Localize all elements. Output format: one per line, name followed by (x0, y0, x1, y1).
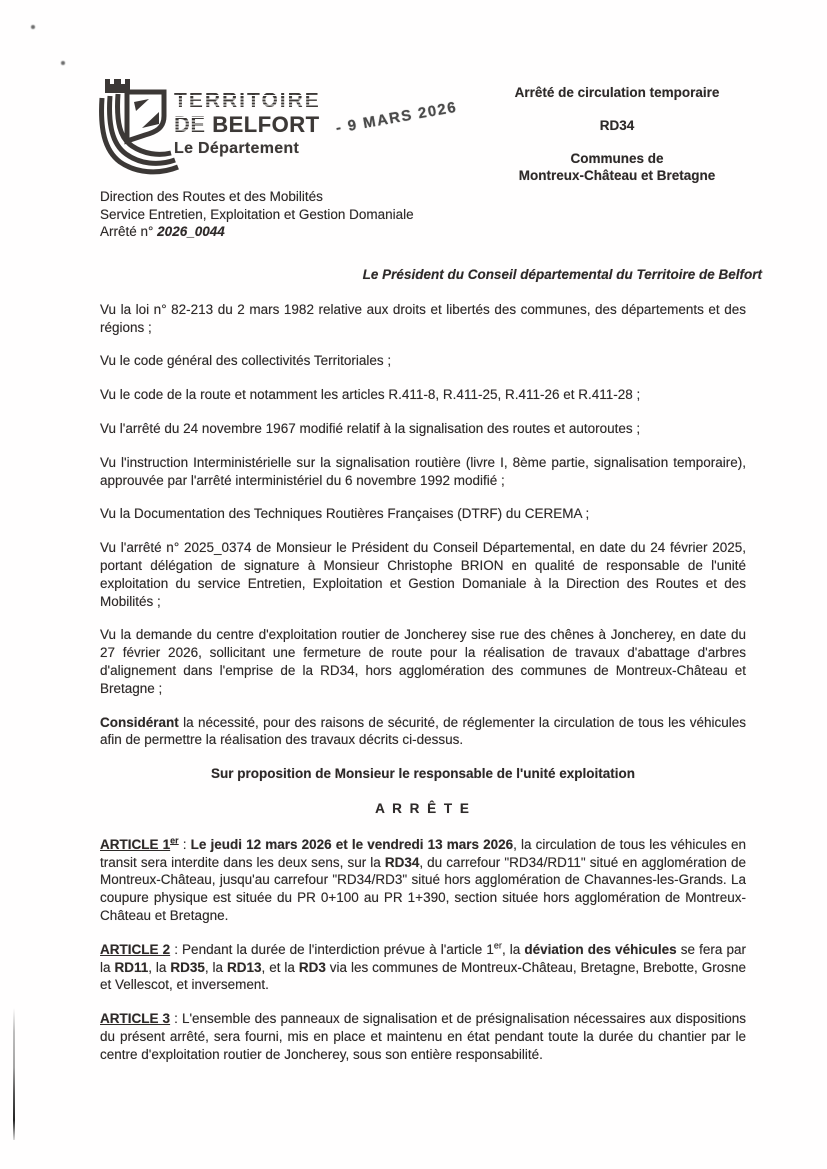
service-line: Service Entretien, Exploitation et Gestion Domaniale (100, 206, 414, 222)
visa-paragraph: Vu le code de la route et notamment les articles R.411-8, R.411-25, R.411-26 et R.411-28 ; (100, 387, 641, 403)
article-2: ARTICLE 2 : Pendant la durée de l'interdiction prévue à l'article 1er, la déviation des véhicules se fera par la RD11, la RD35, la RD13, et la RD3 via les communes de Montreux-Château, Bretagne, Brebotte, Grosne et Vellescot, et inversement. (100, 940, 746, 993)
service-block (100, 188, 414, 241)
considerant-paragraph: Considérant la nécessité, pour des raisons de sécurité, de réglementer la circulation de tous les véhicules afin de permettre la réalisation des travaux décrits ci-dessus. (100, 714, 746, 748)
visa-paragraph: Vu le code général des collectivités Territoriales ; (100, 353, 392, 369)
visa-paragraph: Vu la Documentation des Techniques Routières Françaises (DTRF) du CEREMA ; (100, 506, 590, 522)
logo-wordmark-territoire: TERRITOIRE (174, 89, 321, 112)
direction-line: Direction des Routes et des Mobilités (100, 189, 323, 204)
arrete-number: 2026_0044 (157, 224, 225, 239)
document-type-title: Arrêté de circulation temporaire (514, 85, 720, 100)
visa-paragraph: Vu l'arrêté du 24 novembre 1967 modifié relatif à la signalisation des routes et autoroutes ; (100, 420, 641, 436)
article-1: ARTICLE 1er : Le jeudi 12 mars 2026 et le vendredi 13 mars 2026, la circulation de tous les véhicules en transit sera interdite dans les deux sens, sur la RD34, du carrefour "RD34/RD11" situé en agglomération de Montreux-Château, jusqu'au carrefour "RD34/RD3" situé hors agglomération de Chavannes-les-Grands. La coupure physique est située du PR 0+100 au PR 1+390, section située hors agglomération de Montreux-Château et Bretagne. (100, 835, 746, 923)
logo-wordmark (174, 90, 321, 157)
document-body (100, 266, 762, 1080)
document-title-block (497, 84, 737, 184)
road-reference: RD34 (599, 118, 635, 133)
author-line: Le Président du Conseil départemental du Territoire de Belfort (362, 267, 762, 282)
scan-speck (61, 61, 65, 65)
proposition-line: Sur proposition de Monsieur le responsable de l'unité exploitation (210, 766, 635, 782)
visa-paragraph: Vu la loi n° 82-213 du 2 mars 1982 relative aux droits et libertés des communes, des départements et des régions ; (100, 301, 746, 335)
visa-paragraph: Vu l'arrêté n° 2025_0374 de Monsieur le Président du Conseil Départemental, en date du 24 février 2025, portant délégation de signature à Monsieur Christophe BRION en qualité de responsable de l'unité exploitation du service Entretien, Exploitation et Gestion Domaniale à la Direction des Routes et des Mobilités ; (100, 540, 746, 609)
visa-paragraph: Vu l'instruction Interministérielle sur la signalisation routière (livre I, 8ème partie, signalisation temporaire), approuvée par l'arrêté interministériel du 6 novembre 1992 modifié ; (100, 454, 746, 488)
scan-artifact-line (13, 1008, 15, 1140)
arrete-number-label: Arrêté n° (100, 224, 158, 239)
arrete-number-line (100, 223, 414, 241)
communes-label: Communes de (570, 151, 664, 166)
date-stamp: - 9 MARS 2026 (334, 98, 459, 137)
logo-wordmark-departement: Le Département (174, 140, 300, 157)
article-3: ARTICLE 3 : L'ensemble des panneaux de signalisation et de présignalisation nécessaires aux dispositions du présent arrêté, sera fourni, mis en place et maintenu en état pendant toute la durée du chantier par le centre d'exploitation routier de Joncherey, sous son entière responsabilité. (100, 1011, 746, 1062)
communes-names: Montreux-Château et Bretagne (518, 168, 716, 183)
scan-speck (31, 25, 35, 29)
logo-wordmark-de-belfort: DE BELFORT (174, 112, 320, 137)
decision-heading: A R R Ê T E (375, 800, 471, 816)
visa-paragraph: Vu la demande du centre d'exploitation routier de Joncherey sise rue des chênes à Joncherey, en date du 27 février 2026, sollicitant une fermeture de route pour la réalisation de travaux d'abattage d'arbres d'alignement dans l'emprise de la RD34, hors agglomération des communes de Montreux-Château et Bretagne ; (100, 627, 746, 696)
